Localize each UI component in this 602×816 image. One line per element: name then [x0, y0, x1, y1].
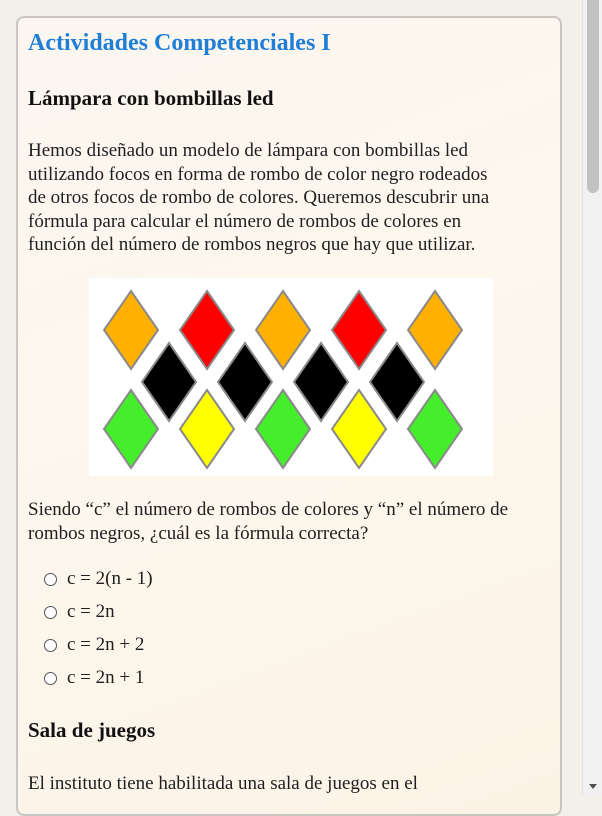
option-label: c = 2n: [67, 601, 115, 622]
scroll-down-arrow-icon[interactable]: [589, 784, 597, 789]
diamond-middle-1: [142, 343, 196, 421]
activity-card: [16, 16, 562, 816]
diamond-middle-2: [218, 343, 272, 421]
scrollbar-thumb[interactable]: [587, 0, 599, 193]
radio-button[interactable]: [44, 573, 57, 586]
diamond-middle-3: [294, 343, 348, 421]
diamond-lamp-figure: [89, 278, 493, 476]
question-line: Siendo “c” el número de rombos de colores y “n” el número de: [28, 499, 509, 520]
vertical-scrollbar[interactable]: [582, 0, 602, 795]
radio-button[interactable]: [44, 639, 57, 652]
section-heading-sala: Sala de juegos: [28, 718, 156, 742]
option-label: c = 2(n - 1): [67, 568, 153, 589]
option-label: c = 2n + 2: [67, 634, 145, 655]
diamond-top-4: [332, 291, 386, 369]
answer-option-1[interactable]: [44, 568, 153, 590]
diamond-bottom-2: [180, 390, 234, 468]
section-heading-lampara: Lámpara con bombillas led: [28, 86, 274, 110]
intro-line: función del número de rombos negros que hay que utilizar.: [28, 234, 476, 255]
diamond-top-5: [408, 291, 462, 369]
answer-option-4[interactable]: [44, 667, 144, 689]
intro-line: utilizando focos en forma de rombo de color negro rodeados: [28, 163, 488, 185]
diamond-pattern-image: [89, 278, 493, 476]
radio-button[interactable]: [44, 606, 57, 619]
question-line: rombos negros, ¿cuál es la fórmula correcta?: [28, 522, 369, 544]
answer-option-3[interactable]: [44, 634, 144, 656]
diamond-bottom-5: [408, 390, 462, 468]
page-title: Actividades Competenciales I: [28, 30, 331, 56]
intro-line: fórmula para calcular el número de rombos de colores en: [28, 210, 462, 232]
radio-button[interactable]: [44, 672, 57, 685]
intro-line: Hemos diseñado un modelo de lámpara con bombillas led: [28, 140, 469, 161]
question-text: [28, 498, 558, 545]
diamond-bottom-3: [256, 390, 310, 468]
diamond-bottom-1: [104, 390, 158, 468]
answer-option-2[interactable]: [44, 601, 115, 623]
diamond-top-1: [104, 291, 158, 369]
diamond-middle-4: [370, 343, 424, 421]
diamond-top-3: [256, 291, 310, 369]
sala-paragraph: El instituto tiene habilitada una sala de juegos en el: [28, 773, 418, 794]
diamond-bottom-4: [332, 390, 386, 468]
option-label: c = 2n + 1: [67, 667, 145, 688]
intro-paragraph: [28, 139, 558, 257]
intro-line: de otros focos de rombo de colores. Queremos descubrir una: [28, 187, 490, 208]
diamond-top-2: [180, 291, 234, 369]
